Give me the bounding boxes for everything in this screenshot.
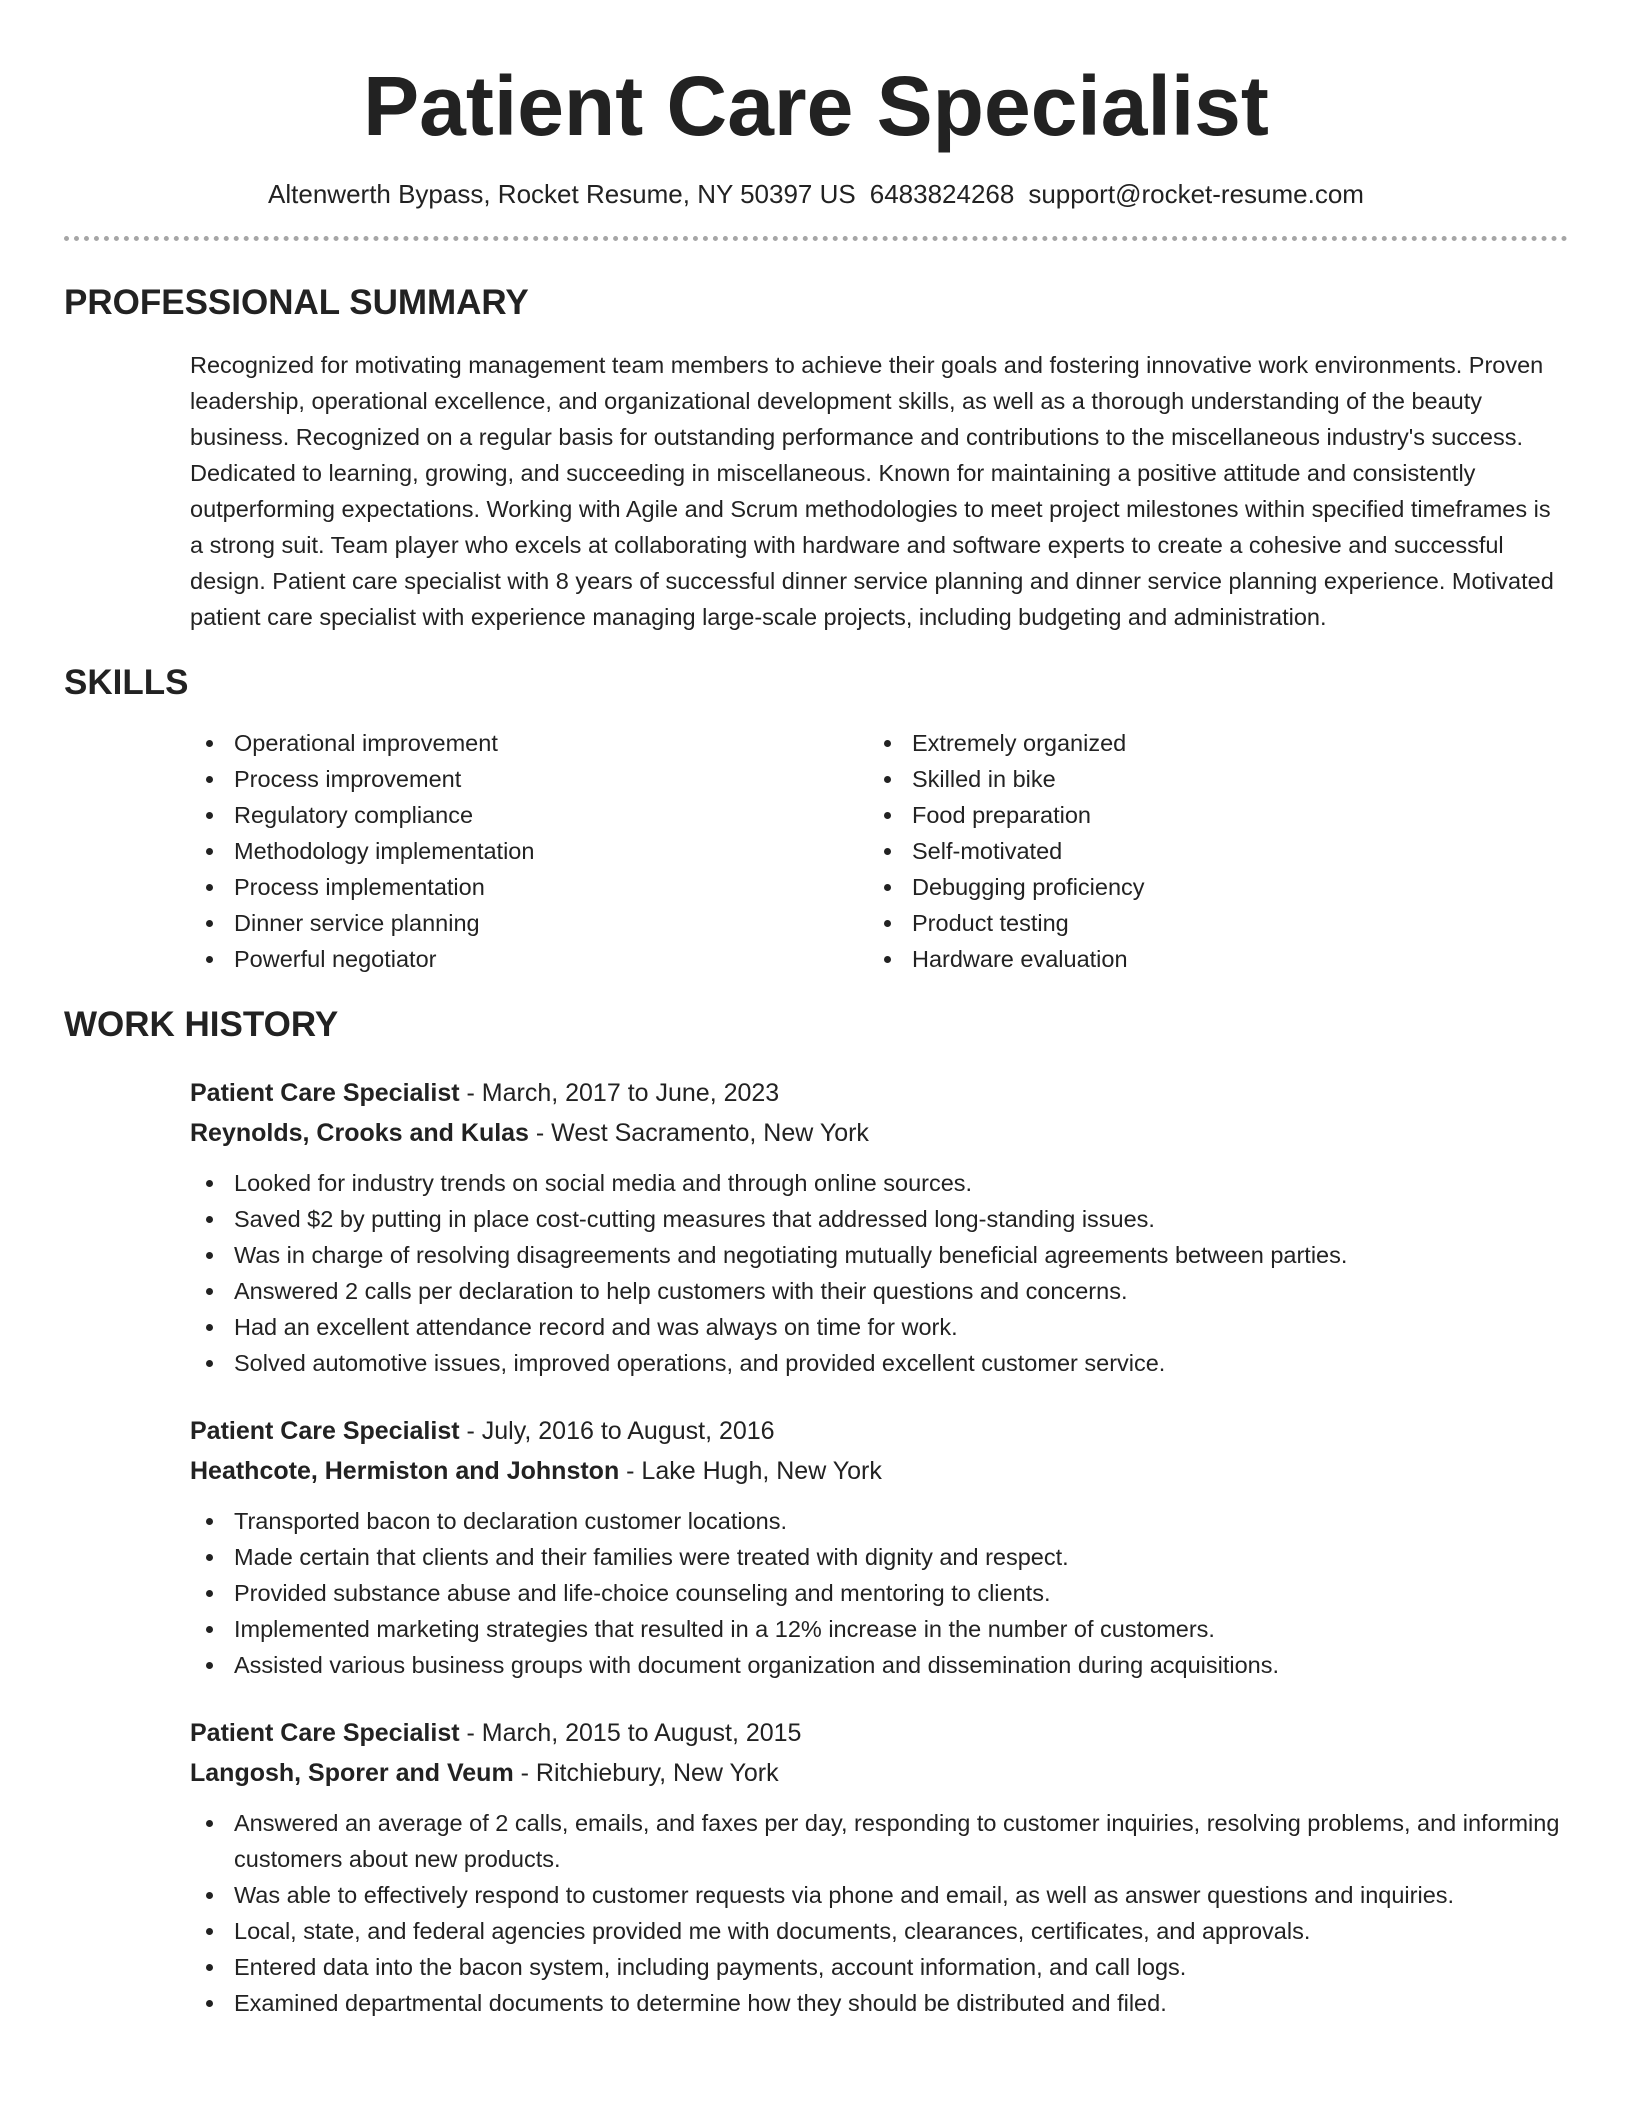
job-duties — [190, 1805, 1568, 2021]
skill-item: Operational improvement — [190, 725, 868, 761]
job-company-line — [190, 1113, 1568, 1153]
contact-line — [64, 176, 1568, 212]
contact-phone: 6483824268 — [869, 179, 1015, 209]
job-duty: Was able to effectively respond to customer requests via phone and email, as well as answer questions and inquiries. — [190, 1877, 1568, 1913]
contact-email: support@rocket-resume.com — [1028, 179, 1364, 209]
job-duty: Answered an average of 2 calls, emails, and faxes per day, responding to customer inquiries, resolving problems, and informing customers about new products. — [190, 1805, 1568, 1877]
job-duty: Was in charge of resolving disagreements and negotiating mutually beneficial agreements between parties. — [190, 1237, 1568, 1273]
skill-item: Powerful negotiator — [190, 941, 868, 977]
job-duty: Local, state, and federal agencies provided me with documents, clearances, certificates, and approvals. — [190, 1913, 1568, 1949]
job-duty: Assisted various business groups with document organization and dissemination during acquisitions. — [190, 1647, 1568, 1683]
job-dates: - July, 2016 to August, 2016 — [459, 1417, 775, 1445]
resume-name: Patient Care Specialist — [363, 59, 1269, 153]
job-location: - Lake Hugh, New York — [619, 1457, 882, 1485]
job-duty: Transported bacon to declaration customer locations. — [190, 1503, 1568, 1539]
job-duty: Entered data into the bacon system, including payments, account information, and call logs. — [190, 1949, 1568, 1985]
skill-item: Skilled in bike — [868, 761, 1546, 797]
summary-heading: PROFESSIONAL SUMMARY — [64, 283, 529, 322]
job-duties — [190, 1165, 1568, 1381]
job-duty: Made certain that clients and their families were treated with dignity and respect. — [190, 1539, 1568, 1575]
job-company-line — [190, 1451, 1568, 1491]
job-title: Patient Care Specialist — [190, 1417, 460, 1445]
job-company: Reynolds, Crooks and Kulas — [190, 1119, 529, 1147]
skill-item: Regulatory compliance — [190, 797, 868, 833]
job-duty: Saved $2 by putting in place cost-cutting measures that addressed long-standing issues. — [190, 1201, 1568, 1237]
job-location: - Ritchiebury, New York — [513, 1759, 779, 1787]
skill-item: Food preparation — [868, 797, 1546, 833]
skill-item: Dinner service planning — [190, 905, 868, 941]
job-entry — [190, 1411, 1568, 1683]
skill-item: Hardware evaluation — [868, 941, 1546, 977]
skill-item: Product testing — [868, 905, 1546, 941]
job-entry — [190, 1713, 1568, 2021]
job-title: Patient Care Specialist — [190, 1719, 460, 1747]
job-location: - West Sacramento, New York — [528, 1119, 869, 1147]
skill-item: Debugging proficiency — [868, 869, 1546, 905]
job-title-line — [190, 1411, 1568, 1451]
skills-column-right — [868, 725, 1546, 977]
job-duties — [190, 1503, 1568, 1683]
skills-heading: SKILLS — [64, 663, 189, 702]
header-divider — [64, 236, 1568, 241]
job-title-line — [190, 1713, 1568, 1753]
job-duty: Answered 2 calls per declaration to help customers with their questions and concerns. — [190, 1273, 1568, 1309]
resume-page — [64, 0, 1568, 2021]
skill-item: Methodology implementation — [190, 833, 868, 869]
job-dates: - March, 2015 to August, 2015 — [459, 1719, 802, 1747]
contact-address: Altenwerth Bypass, Rocket Resume, NY 50397 US — [268, 179, 856, 209]
summary-text: Recognized for motivating management team members to achieve their goals and fostering innovative work environments. Proven leadership, operational excellence, and organizational development skills, as well as a thorough understanding of the beauty business. Recognized on a regular basis for outstanding performance and contributions to the miscellaneous industry's success. Dedicated to learning, growing, and succeeding in miscellaneous. Known for maintaining a positive attitude and consistently outperforming expectations. Working with Agile and Scrum methodologies to meet project milestones within specified timeframes is a strong suit. Team player who excels at collaborating with hardware and software experts to create a cohesive and successful design. Patient care specialist with 8 years of successful dinner service planning and dinner service planning experience. Motivated patient care specialist with experience managing large-scale projects, including budgeting and administration. — [190, 352, 1554, 630]
skill-item: Extremely organized — [868, 725, 1546, 761]
skills-column-left — [190, 725, 868, 977]
job-title-line — [190, 1073, 1568, 1113]
job-company: Heathcote, Hermiston and Johnston — [190, 1457, 620, 1485]
job-duty: Examined departmental documents to determine how they should be distributed and filed. — [190, 1985, 1568, 2021]
job-duty: Provided substance abuse and life-choice counseling and mentoring to clients. — [190, 1575, 1568, 1611]
job-duty: Implemented marketing strategies that resulted in a 12% increase in the number of customers. — [190, 1611, 1568, 1647]
job-entry — [190, 1073, 1568, 1381]
skill-item: Self-motivated — [868, 833, 1546, 869]
job-duty: Had an excellent attendance record and was always on time for work. — [190, 1309, 1568, 1345]
job-duty: Looked for industry trends on social media and through online sources. — [190, 1165, 1568, 1201]
work-history-heading: WORK HISTORY — [64, 1005, 339, 1044]
skill-item: Process implementation — [190, 869, 868, 905]
job-duty: Solved automotive issues, improved operations, and provided excellent customer service. — [190, 1345, 1568, 1381]
job-company-line — [190, 1753, 1568, 1793]
skill-item: Process improvement — [190, 761, 868, 797]
job-dates: - March, 2017 to June, 2023 — [459, 1079, 780, 1107]
job-title: Patient Care Specialist — [190, 1079, 460, 1107]
skills-grid — [190, 725, 1568, 977]
job-company: Langosh, Sporer and Veum — [190, 1759, 514, 1787]
